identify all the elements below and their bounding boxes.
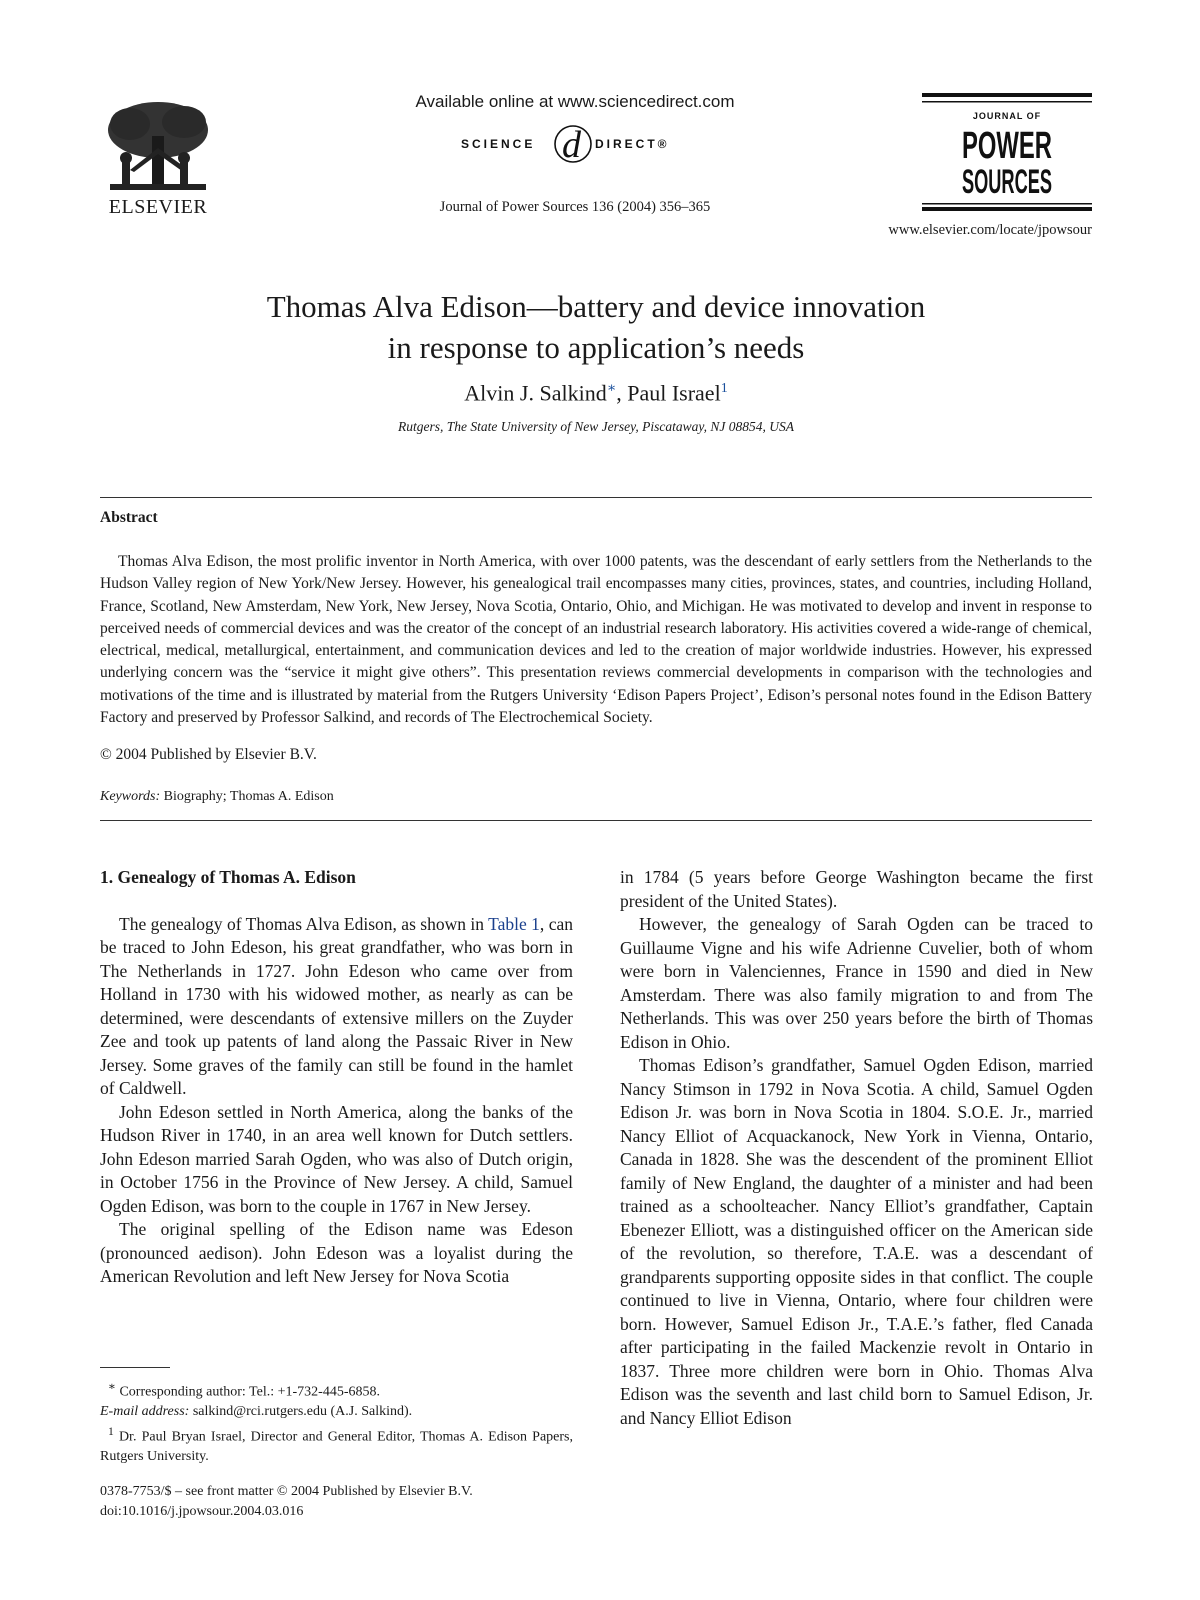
author-salkind: Alvin J. Salkind [464,380,607,406]
affiliation: Rutgers, The State University of New Jersey, Piscataway, NJ 08854, USA [398,419,794,434]
journal-url[interactable]: www.elsevier.com/locate/jpowsour [888,222,1092,238]
paragraph: However, the genealogy of Sarah Ogden can be traced to Guillaume Vigne and his wife Adrienne Cuvelier, both of whom were born in Valenciennes, France in 1590 and died in New Amsterdam. There was also family migration to and from The Netherlands. This was over 250 years before the birth of Thomas Edison in Ohio. [620,914,1093,1052]
email-address[interactable]: salkind@rci.rutgers.edu (A.J. Salkind). [189,1404,413,1420]
available-online-text[interactable]: Available online at www.sciencedirect.com [415,92,735,111]
abstract-bottom-rule [100,820,1092,821]
journal-power-sources-logo [922,93,1092,215]
sd-left-text: SCIENCE [461,137,536,151]
footnote-email: E-mail address: salkind@rci.rutgers.edu (A.J. Salkind). [100,1404,413,1420]
article-title [100,286,1092,368]
jps-journal-of: JOURNAL OF [972,111,1042,121]
front-matter [100,1482,473,1522]
keywords-label: Keywords: [100,789,161,804]
keywords-value: Biography; Thomas A. Edison [160,789,334,804]
sciencedirect-logo [455,120,695,168]
author-list [100,380,1092,406]
paragraph: Thomas Edison’s grandfather, Samuel Ogden Edison, married Nancy Stimson in 1792 in Nova Scotia. A child, Samuel Ogden Edison Jr. was born in Nova Scotia in 1804. S.O.E. Jr., married Nancy Elliot of Acquackanock, New York in Vienna, Ontario, Canada in 1828. She was the descendent of the prominent Elliot family of New England, the daughter of a minister and had been trained as a schoolteacher. Nancy Elliot’s grandfather, Captain Ebenezer Elliott, was a distinguished officer on the American side of the revolution, so therefore, T.A.E. was a descendant of grandparents supporting opposite sides in that conflict. The couple continued to live in Vienna, Ontario, where four children were born. However, Samuel Edison Jr., T.A.E.’s father, fled Canada after participating in the failed Mackenzie revolt in Ontario in 1837. Three more children were born in Ohio. Thomas Alva Edison was the seventh and last child born to Samuel Edison, Jr. and Nancy Elliot Edison [620,1055,1093,1428]
jps-sources: SOURCES [962,163,1052,201]
issn-line: 0378-7753/$ – see front matter © 2004 Published by Elsevier B.V. [100,1484,473,1499]
footnote-corresponding: ∗ Corresponding author: Tel.: +1-732-445-6858. [108,1380,381,1400]
paragraph: The original spelling of the Edison name was Edeson (pronounced aedison). John Edeson was a loyalist during the American Revolution and left New Jersey for Nova Scotia [100,1219,573,1286]
table-1-link[interactable]: Table 1 [488,913,540,934]
author-separator: , [616,380,628,406]
footnotes [100,1377,573,1466]
jps-power: POWER [962,125,1052,167]
footnote-rule [100,1367,170,1368]
abstract-copyright: © 2004 Published by Elsevier B.V. [100,746,317,763]
title-line-1: Thomas Alva Edison—battery and device innovation [266,289,926,324]
paragraph: The genealogy of Thomas Alva Edison, as shown in Table 1, can be traced to John Edeson, his great grandfather, who was born in The Netherlands in 1727. John Edeson who came over from Holland in 1730 with his widowed mother, as nearly as can be determined, were descendants of extensive millers on the Zuyder Zee and took up patents of land along the Passaic River in New Jersey. Some graves of the family can still be found in the hamlet of Caldwell. [100,913,573,1098]
journal-reference: Journal of Power Sources 136 (2004) 356–365 [439,199,711,215]
title-line-2: in response to application’s needs [387,330,805,365]
corresponding-author-mark[interactable]: ∗ [606,381,617,396]
left-column [100,866,573,1289]
abstract-body: Thomas Alva Edison, the most prolific inventor in North America, with over 1000 patents, was the descendant of early settlers from the Netherlands to the Hudson Valley region of New York/New Jersey. However, his genealogical trail encompasses many cities, provinces, states, and countries, including Holland, France, Scotland, New Amsterdam, New York, New Jersey, Nova Scotia, Ontario, Ohio, and Michigan. He was motivated to develop and invent in response to perceived needs of commercial devices and was the creator of the concept of an industrial research laboratory. His activities covered a wide-range of chemical, electrical, medical, metallurgical, entertainment, and communication devices and led to the creation of major worldwide industries. However, his expressed underlying concern was the “service it might give others”. This presentation reviews commercial developments in comparison with the technologies and motivations of the time and is illustrated by material from the Rutgers University ‘Edison Papers Project’, Edison’s personal notes found in the Edison Battery Factory and preserved by Professor Salkind, and records of The Electrochemical Society. [100,553,1092,727]
footnote-1-mark[interactable]: 1 [720,381,728,396]
keywords [100,789,334,805]
doi-line[interactable]: doi:10.1016/j.jpowsour.2004.03.016 [100,1504,304,1519]
right-column [620,866,1093,1430]
footnote-israel: $^1$ Dr. Paul Bryan Israel, Director and General Editor, Thomas A. Edison Papers, Rutgers University. [100,1424,573,1464]
paragraph: John Edeson settled in North America, along the banks of the Hudson River in 1740, in an area well known for Dutch settlers. John Edeson married Sarah Ogden, who was also of Dutch origin, in October 1756 in the Province of New Jersey. A child, Samuel Ogden Edison, was born to the couple in 1767 in New Jersey. [100,1101,573,1216]
abstract-heading: Abstract [100,509,158,526]
paragraph: in 1784 (5 years before George Washington became the first president of the United States). [620,867,1093,911]
sd-right-text: DIRECT® [595,137,670,151]
section-heading: 1. Genealogy of Thomas A. Edison [100,867,356,887]
abstract-top-rule [100,497,1092,498]
author-israel: Paul Israel [627,380,721,406]
publisher-name: ELSEVIER [108,196,208,218]
sd-mid-text: d [562,124,581,166]
